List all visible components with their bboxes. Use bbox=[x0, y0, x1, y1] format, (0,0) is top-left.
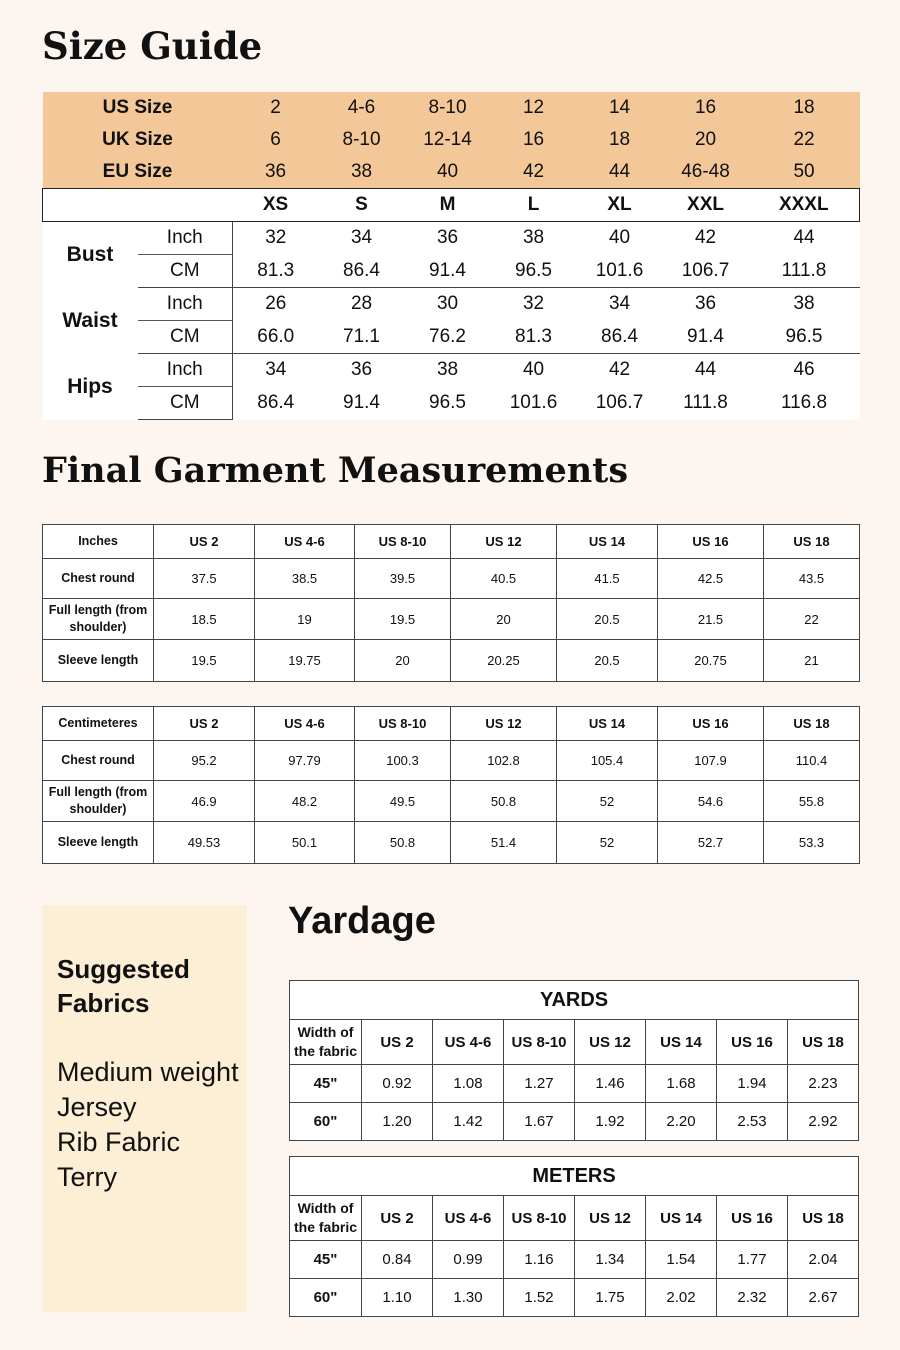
table-row bbox=[43, 822, 860, 864]
measure-value: 38 bbox=[491, 222, 577, 255]
size-row-uk bbox=[43, 124, 860, 156]
header-cell: US 4-6 bbox=[255, 707, 355, 741]
header-cell: US 2 bbox=[154, 525, 255, 559]
unit-label: CM bbox=[138, 387, 233, 420]
size-guide-title: Size Guide bbox=[42, 24, 263, 68]
value-cell: 37.5 bbox=[154, 559, 255, 599]
header-cell: US 4-6 bbox=[255, 525, 355, 559]
value-cell: 2.23 bbox=[788, 1065, 859, 1103]
value-cell: 41.5 bbox=[557, 559, 658, 599]
measure-row-cm bbox=[43, 255, 860, 288]
unit-label: CM bbox=[138, 255, 233, 288]
table-caption: METERS bbox=[290, 1157, 859, 1196]
header-cell: Width of the fabric bbox=[290, 1196, 362, 1241]
value-cell: 38.5 bbox=[255, 559, 355, 599]
header-cell: US 16 bbox=[658, 707, 764, 741]
value-cell: 1.94 bbox=[717, 1065, 788, 1103]
size-label-eu: EU Size bbox=[43, 156, 233, 189]
value-cell: 1.67 bbox=[504, 1103, 575, 1141]
measure-value: 81.3 bbox=[233, 255, 319, 288]
value-cell: 20.5 bbox=[557, 599, 658, 640]
value-cell: 50.8 bbox=[451, 781, 557, 822]
value-cell: 20.75 bbox=[658, 640, 764, 682]
value-cell: 46.9 bbox=[154, 781, 255, 822]
value-cell: 1.92 bbox=[575, 1103, 646, 1141]
fabric-item: Rib Fabric bbox=[57, 1127, 181, 1157]
yardage-meters-table bbox=[289, 1156, 859, 1317]
header-cell: Width of the fabric bbox=[290, 1020, 362, 1065]
header-cell: US 2 bbox=[154, 707, 255, 741]
size-cell: 20 bbox=[663, 124, 749, 156]
letter-size-blank bbox=[43, 189, 233, 222]
fabric-list bbox=[57, 1055, 242, 1195]
measure-value: 91.4 bbox=[319, 387, 405, 420]
header-cell: US 18 bbox=[764, 525, 860, 559]
value-cell: 42.5 bbox=[658, 559, 764, 599]
size-guide-table bbox=[42, 92, 860, 420]
measure-value: 111.8 bbox=[663, 387, 749, 420]
header-cell: US 14 bbox=[557, 707, 658, 741]
garment-cm-table bbox=[42, 706, 860, 864]
row-label: Full length (from shoulder) bbox=[43, 781, 154, 822]
size-cell: 44 bbox=[577, 156, 663, 189]
value-cell: 95.2 bbox=[154, 741, 255, 781]
value-cell: 2.02 bbox=[646, 1279, 717, 1317]
table-caption: YARDS bbox=[290, 981, 859, 1020]
value-cell: 20 bbox=[355, 640, 451, 682]
row-label: 45" bbox=[290, 1241, 362, 1279]
measure-value: 106.7 bbox=[577, 387, 663, 420]
header-cell: US 12 bbox=[575, 1196, 646, 1241]
value-cell: 2.20 bbox=[646, 1103, 717, 1141]
header-cell: US 18 bbox=[788, 1020, 859, 1065]
measure-value: 28 bbox=[319, 288, 405, 321]
value-cell: 2.04 bbox=[788, 1241, 859, 1279]
header-row bbox=[290, 1196, 859, 1241]
value-cell: 1.46 bbox=[575, 1065, 646, 1103]
value-cell: 97.79 bbox=[255, 741, 355, 781]
value-cell: 19.5 bbox=[355, 599, 451, 640]
yardage-yards-table bbox=[289, 980, 859, 1141]
measure-row-inch bbox=[43, 222, 860, 255]
value-cell: 0.92 bbox=[362, 1065, 433, 1103]
yardage-title: Yardage bbox=[288, 900, 436, 942]
value-cell: 49.53 bbox=[154, 822, 255, 864]
size-cell: 50 bbox=[749, 156, 860, 189]
value-cell: 2.53 bbox=[717, 1103, 788, 1141]
measure-name: Bust bbox=[43, 222, 138, 288]
size-cell: 16 bbox=[663, 92, 749, 124]
measure-value: 40 bbox=[491, 354, 577, 387]
measure-name: Hips bbox=[43, 354, 138, 420]
size-row-us bbox=[43, 92, 860, 124]
value-cell: 2.67 bbox=[788, 1279, 859, 1317]
size-cell: 12 bbox=[491, 92, 577, 124]
value-cell: 1.52 bbox=[504, 1279, 575, 1317]
size-cell: 14 bbox=[577, 92, 663, 124]
header-cell: US 16 bbox=[717, 1020, 788, 1065]
value-cell: 102.8 bbox=[451, 741, 557, 781]
value-cell: 39.5 bbox=[355, 559, 451, 599]
header-row bbox=[290, 1020, 859, 1065]
size-cell: 42 bbox=[491, 156, 577, 189]
fabric-item: Medium weight Jersey bbox=[57, 1057, 239, 1122]
measure-value: 36 bbox=[319, 354, 405, 387]
value-cell: 50.8 bbox=[355, 822, 451, 864]
value-cell: 1.10 bbox=[362, 1279, 433, 1317]
value-cell: 100.3 bbox=[355, 741, 451, 781]
header-row bbox=[43, 525, 860, 559]
measure-name: Waist bbox=[43, 288, 138, 354]
caption-row bbox=[290, 1157, 859, 1196]
measure-value: 44 bbox=[663, 354, 749, 387]
letter-size-cell: XS bbox=[233, 189, 319, 222]
size-label-us: US Size bbox=[43, 92, 233, 124]
table-row bbox=[43, 781, 860, 822]
letter-size-cell: XXXL bbox=[749, 189, 860, 222]
measure-value: 101.6 bbox=[491, 387, 577, 420]
table-row bbox=[43, 640, 860, 682]
measure-row-cm bbox=[43, 321, 860, 354]
measure-value: 42 bbox=[663, 222, 749, 255]
header-row bbox=[43, 707, 860, 741]
header-cell: US 18 bbox=[788, 1196, 859, 1241]
value-cell: 20.25 bbox=[451, 640, 557, 682]
measure-value: 96.5 bbox=[405, 387, 491, 420]
size-cell: 16 bbox=[491, 124, 577, 156]
measure-value: 38 bbox=[749, 288, 860, 321]
size-cell: 4-6 bbox=[319, 92, 405, 124]
value-cell: 105.4 bbox=[557, 741, 658, 781]
row-label: 45" bbox=[290, 1065, 362, 1103]
value-cell: 50.1 bbox=[255, 822, 355, 864]
value-cell: 19.5 bbox=[154, 640, 255, 682]
letter-size-cell: M bbox=[405, 189, 491, 222]
unit-label: Inch bbox=[138, 354, 233, 387]
header-cell: US 4-6 bbox=[433, 1020, 504, 1065]
size-cell: 38 bbox=[319, 156, 405, 189]
value-cell: 0.84 bbox=[362, 1241, 433, 1279]
measure-value: 86.4 bbox=[319, 255, 405, 288]
value-cell: 2.92 bbox=[788, 1103, 859, 1141]
value-cell: 1.77 bbox=[717, 1241, 788, 1279]
value-cell: 53.3 bbox=[764, 822, 860, 864]
value-cell: 20 bbox=[451, 599, 557, 640]
value-cell: 1.75 bbox=[575, 1279, 646, 1317]
value-cell: 1.27 bbox=[504, 1065, 575, 1103]
measure-value: 96.5 bbox=[749, 321, 860, 354]
letter-size-cell: XL bbox=[577, 189, 663, 222]
letter-size-row bbox=[43, 189, 860, 222]
value-cell: 52.7 bbox=[658, 822, 764, 864]
size-cell: 8-10 bbox=[319, 124, 405, 156]
measure-value: 86.4 bbox=[577, 321, 663, 354]
size-cell: 6 bbox=[233, 124, 319, 156]
row-label: Full length (from shoulder) bbox=[43, 599, 154, 640]
value-cell: 20.5 bbox=[557, 640, 658, 682]
value-cell: 55.8 bbox=[764, 781, 860, 822]
caption-row bbox=[290, 981, 859, 1020]
suggested-fabrics-title: Suggested Fabrics bbox=[57, 954, 190, 1018]
value-cell: 2.32 bbox=[717, 1279, 788, 1317]
row-label: Chest round bbox=[43, 559, 154, 599]
garment-title: Final Garment Measurements bbox=[42, 450, 629, 491]
size-cell: 12-14 bbox=[405, 124, 491, 156]
table-row bbox=[43, 559, 860, 599]
measure-value: 111.8 bbox=[749, 255, 860, 288]
measure-value: 34 bbox=[577, 288, 663, 321]
header-cell: US 12 bbox=[451, 525, 557, 559]
measure-value: 66.0 bbox=[233, 321, 319, 354]
letter-size-cell: L bbox=[491, 189, 577, 222]
row-label: 60" bbox=[290, 1279, 362, 1317]
measure-row-inch bbox=[43, 354, 860, 387]
value-cell: 22 bbox=[764, 599, 860, 640]
measure-value: 38 bbox=[405, 354, 491, 387]
value-cell: 1.34 bbox=[575, 1241, 646, 1279]
value-cell: 54.6 bbox=[658, 781, 764, 822]
size-cell: 18 bbox=[749, 92, 860, 124]
measure-value: 86.4 bbox=[233, 387, 319, 420]
header-cell: US 16 bbox=[658, 525, 764, 559]
unit-label: Inch bbox=[138, 288, 233, 321]
header-cell: US 8-10 bbox=[355, 707, 451, 741]
letter-size-cell: S bbox=[319, 189, 405, 222]
size-cell: 40 bbox=[405, 156, 491, 189]
table-row bbox=[43, 741, 860, 781]
measure-row-cm bbox=[43, 387, 860, 420]
header-cell: US 14 bbox=[557, 525, 658, 559]
measure-value: 116.8 bbox=[749, 387, 860, 420]
value-cell: 18.5 bbox=[154, 599, 255, 640]
header-cell: Centimeteres bbox=[43, 707, 154, 741]
row-label: Sleeve length bbox=[43, 822, 154, 864]
header-cell: US 12 bbox=[451, 707, 557, 741]
table-row bbox=[290, 1241, 859, 1279]
measure-value: 71.1 bbox=[319, 321, 405, 354]
measure-value: 46 bbox=[749, 354, 860, 387]
measure-row-inch bbox=[43, 288, 860, 321]
size-cell: 8-10 bbox=[405, 92, 491, 124]
value-cell: 48.2 bbox=[255, 781, 355, 822]
value-cell: 40.5 bbox=[451, 559, 557, 599]
unit-label: Inch bbox=[138, 222, 233, 255]
size-cell: 18 bbox=[577, 124, 663, 156]
measure-value: 96.5 bbox=[491, 255, 577, 288]
table-row bbox=[290, 1103, 859, 1141]
measure-value: 106.7 bbox=[663, 255, 749, 288]
value-cell: 21 bbox=[764, 640, 860, 682]
measure-value: 36 bbox=[405, 222, 491, 255]
table-row bbox=[290, 1065, 859, 1103]
header-cell: US 14 bbox=[646, 1020, 717, 1065]
value-cell: 1.30 bbox=[433, 1279, 504, 1317]
value-cell: 19.75 bbox=[255, 640, 355, 682]
size-row-eu bbox=[43, 156, 860, 189]
value-cell: 1.42 bbox=[433, 1103, 504, 1141]
header-cell: US 14 bbox=[646, 1196, 717, 1241]
header-cell: Inches bbox=[43, 525, 154, 559]
table-row bbox=[43, 599, 860, 640]
size-cell: 2 bbox=[233, 92, 319, 124]
value-cell: 1.20 bbox=[362, 1103, 433, 1141]
value-cell: 51.4 bbox=[451, 822, 557, 864]
size-cell: 46-48 bbox=[663, 156, 749, 189]
row-label: Chest round bbox=[43, 741, 154, 781]
table-row bbox=[290, 1279, 859, 1317]
size-label-uk: UK Size bbox=[43, 124, 233, 156]
value-cell: 1.54 bbox=[646, 1241, 717, 1279]
measure-value: 91.4 bbox=[405, 255, 491, 288]
fabric-item: Terry bbox=[57, 1162, 117, 1192]
measure-value: 32 bbox=[233, 222, 319, 255]
measure-value: 32 bbox=[491, 288, 577, 321]
value-cell: 21.5 bbox=[658, 599, 764, 640]
value-cell: 43.5 bbox=[764, 559, 860, 599]
value-cell: 1.68 bbox=[646, 1065, 717, 1103]
measure-value: 76.2 bbox=[405, 321, 491, 354]
header-cell: US 8-10 bbox=[504, 1196, 575, 1241]
header-cell: US 2 bbox=[362, 1196, 433, 1241]
header-cell: US 8-10 bbox=[355, 525, 451, 559]
value-cell: 1.08 bbox=[433, 1065, 504, 1103]
value-cell: 52 bbox=[557, 822, 658, 864]
value-cell: 49.5 bbox=[355, 781, 451, 822]
header-cell: US 12 bbox=[575, 1020, 646, 1065]
header-cell: US 16 bbox=[717, 1196, 788, 1241]
header-cell: US 18 bbox=[764, 707, 860, 741]
measure-value: 44 bbox=[749, 222, 860, 255]
measure-value: 26 bbox=[233, 288, 319, 321]
measure-value: 42 bbox=[577, 354, 663, 387]
value-cell: 110.4 bbox=[764, 741, 860, 781]
measure-value: 40 bbox=[577, 222, 663, 255]
measure-value: 91.4 bbox=[663, 321, 749, 354]
unit-label: CM bbox=[138, 321, 233, 354]
garment-inches-table bbox=[42, 524, 860, 682]
value-cell: 19 bbox=[255, 599, 355, 640]
header-cell: US 2 bbox=[362, 1020, 433, 1065]
measure-value: 101.6 bbox=[577, 255, 663, 288]
value-cell: 107.9 bbox=[658, 741, 764, 781]
size-cell: 22 bbox=[749, 124, 860, 156]
value-cell: 52 bbox=[557, 781, 658, 822]
value-cell: 0.99 bbox=[433, 1241, 504, 1279]
header-cell: US 8-10 bbox=[504, 1020, 575, 1065]
size-cell: 36 bbox=[233, 156, 319, 189]
letter-size-cell: XXL bbox=[663, 189, 749, 222]
measure-value: 34 bbox=[233, 354, 319, 387]
row-label: 60" bbox=[290, 1103, 362, 1141]
measure-value: 30 bbox=[405, 288, 491, 321]
measure-value: 36 bbox=[663, 288, 749, 321]
value-cell: 1.16 bbox=[504, 1241, 575, 1279]
measure-value: 34 bbox=[319, 222, 405, 255]
header-cell: US 4-6 bbox=[433, 1196, 504, 1241]
measure-value: 81.3 bbox=[491, 321, 577, 354]
row-label: Sleeve length bbox=[43, 640, 154, 682]
